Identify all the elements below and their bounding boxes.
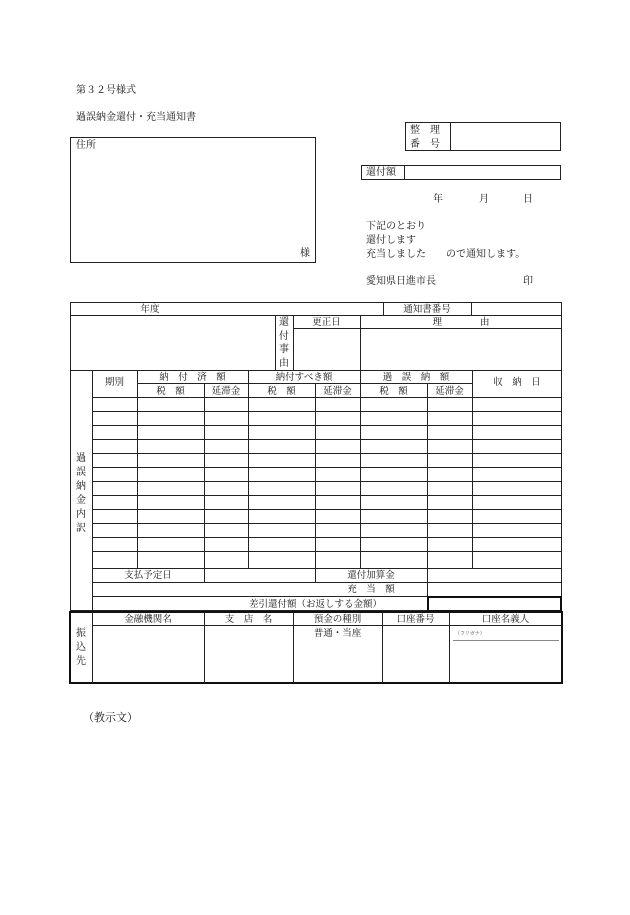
paid-tax-label: 税 額 [156,386,185,397]
net-refund-amount-box [427,596,562,612]
honorific: 様 [300,248,310,259]
institution-label: 金融機関名 [124,614,172,625]
deposit-type-value: 普通・当座 [313,628,362,639]
paid-late-fee-label: 延滞金 [211,386,241,397]
allocation-label: 充 当 額 [347,584,395,595]
net-refund-label: 差引還付額（お返しする金額） [248,599,382,610]
reference-label-1: 整 理 [410,125,440,136]
due-tax-label: 税 額 [267,386,296,397]
notice-line-3: 充当しました ので通知します。 [366,249,526,260]
refund-amount-label: 還付額 [366,167,396,178]
account-number-label: 口座番号 [396,614,435,625]
seal-mark: 印 [523,276,533,287]
breakdown-side-label: 過 誤 納 金 内 訳 [76,453,86,534]
payment-due-date-label: 支払予定日 [124,570,172,581]
paid-amount-label: 納 付 済 額 [159,372,226,383]
refund-reason-label: 還 付 事 由 [279,317,289,369]
instruction-text: （教示文） [83,711,138,724]
bank-side-label: 振 込 先 [76,628,86,667]
address-label: 住所 [76,140,96,151]
address-box [70,137,316,263]
overpaid-tax-label: 税 額 [379,386,408,397]
form-number: 第３２号様式 [76,85,136,96]
notice-number-label: 通知書番号 [403,304,451,315]
date-month: 月 [479,194,489,205]
receipt-date-label: 収 納 日 [493,377,541,388]
document-title: 過誤納金還付・充当通知書 [76,112,196,123]
issuer: 愛知県日進市長 [366,276,436,287]
notice-line-2: 還付します [366,235,416,246]
refund-interest-label: 還付加算金 [347,570,395,581]
furigana-label: （フリガナ） [455,631,485,637]
date-day: 日 [523,194,533,205]
account-holder-label: 口座名義人 [481,614,530,625]
reason-label: 理 由 [432,317,490,328]
notice-line-1: 下記のとおり [366,221,426,232]
date-year: 年 [433,194,443,205]
due-amount-label: 納付すべき額 [275,372,333,383]
period-label: 期別 [104,377,124,388]
branch-label: 支 店 名 [224,614,273,625]
reference-label-2: 番 号 [410,139,440,150]
correction-date-label: 更正日 [312,317,341,328]
fiscal-year-label: 年度 [140,304,160,315]
due-late-fee-label: 延滞金 [323,386,352,397]
overpaid-late-fee-label: 延滞金 [435,386,464,397]
deposit-type-label: 預金の種別 [313,614,362,625]
overpaid-amount-label: 過 誤 納 額 [382,372,450,383]
